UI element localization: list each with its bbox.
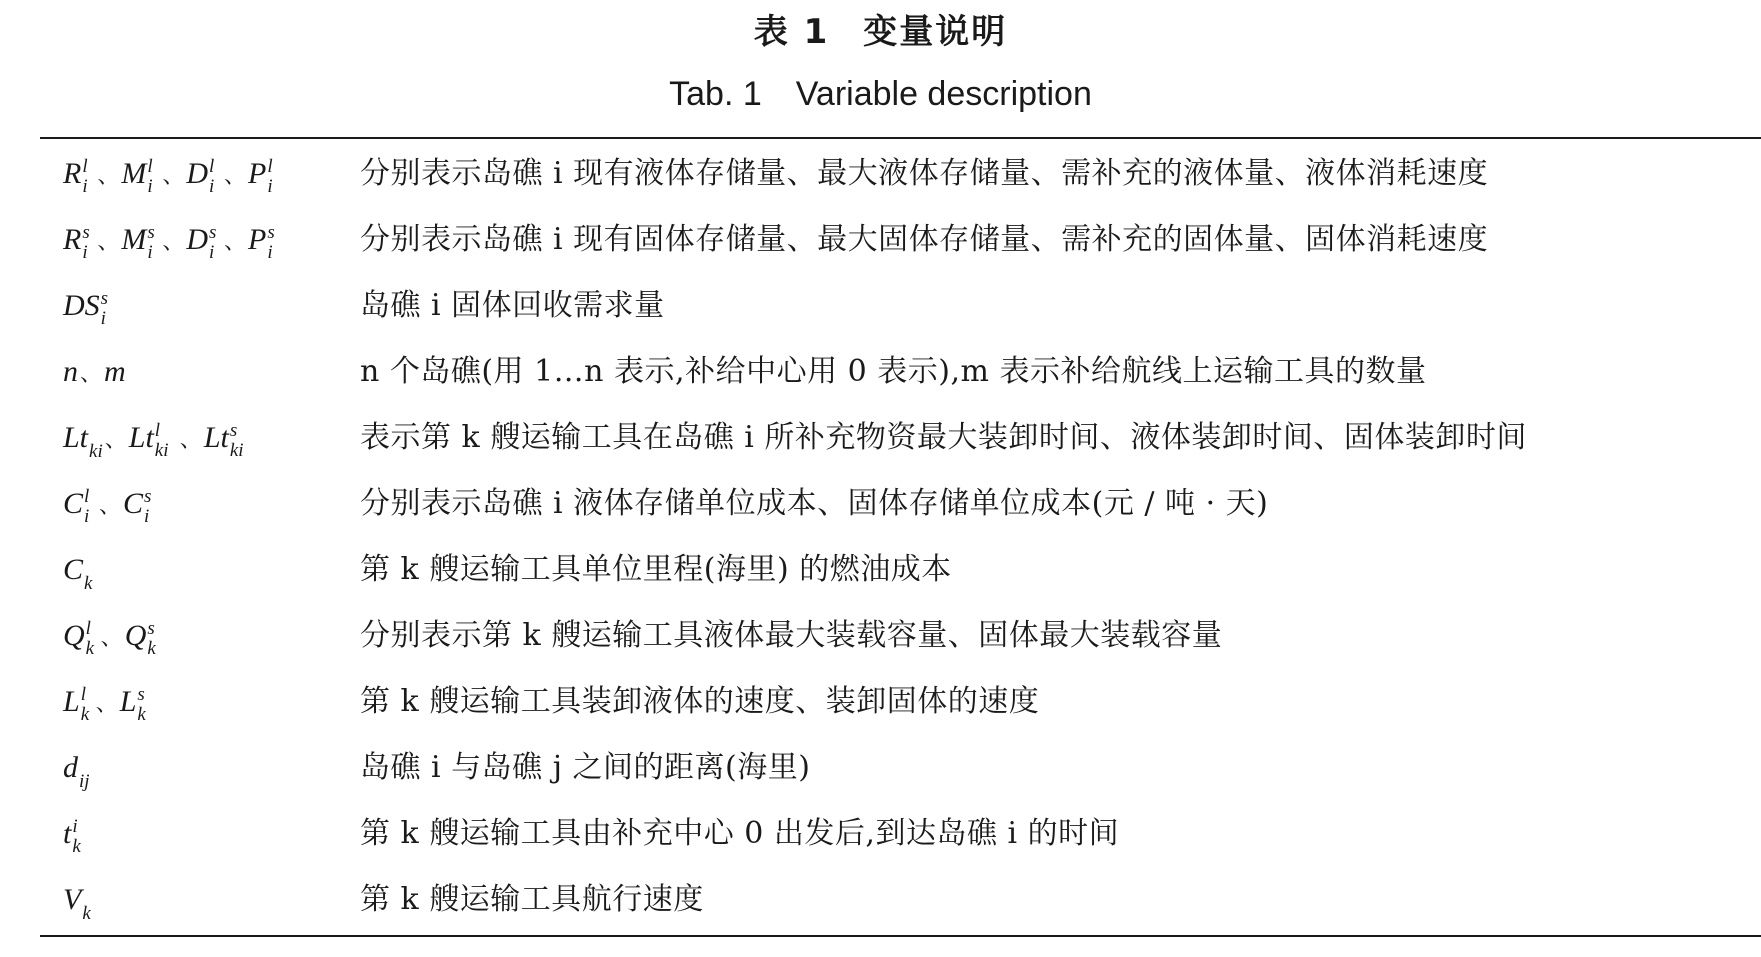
variable-symbols xyxy=(63,339,126,405)
symbol-subscript: i xyxy=(82,176,88,198)
symbol-superscript: s xyxy=(147,618,155,640)
symbol-superscript: l xyxy=(82,156,88,178)
symbol-scripts xyxy=(208,222,222,264)
symbol-base: Q xyxy=(124,619,147,652)
symbol-base: C xyxy=(123,487,144,520)
variable-symbols xyxy=(63,669,150,735)
symbol-subscript: i xyxy=(100,308,106,330)
variable-symbols xyxy=(63,735,90,801)
symbol-separator: 、 xyxy=(104,428,127,453)
table-bottom-rule xyxy=(40,935,1761,937)
variable-description: 岛礁 i 与岛礁 j 之间的距离(海里) xyxy=(360,750,811,785)
table-row xyxy=(0,339,1761,405)
variable-description: 分别表示岛礁 i 液体存储单位成本、固体存储单位成本(元 / 吨 · 天) xyxy=(360,486,1269,521)
symbol-separator: 、 xyxy=(224,164,247,189)
symbol-subscript: ki xyxy=(154,440,169,462)
variable-symbols xyxy=(63,471,157,537)
symbol-base: L xyxy=(119,685,137,718)
symbol-base: P xyxy=(248,223,267,256)
variable-symbols xyxy=(63,207,280,273)
symbol-base: R xyxy=(63,223,82,256)
symbol-base: M xyxy=(121,223,147,256)
symbol-subscript: k xyxy=(137,704,146,726)
symbol-superscript: s xyxy=(82,222,90,244)
symbol-subscript: i xyxy=(144,506,150,528)
variable-description: 第 k 艘运输工具装卸液体的速度、装卸固体的速度 xyxy=(360,684,1040,719)
table-number-chinese: 表 1 xyxy=(753,12,830,52)
symbol-separator: 、 xyxy=(100,626,123,651)
symbol-separator: 、 xyxy=(162,230,185,255)
table-title-chinese: 变量说明 xyxy=(863,12,1008,52)
variable-description: 第 k 艘运输工具单位里程(海里) 的燃油成本 xyxy=(360,552,952,587)
symbol-base: C xyxy=(63,553,84,586)
symbol-superscript: l xyxy=(85,618,91,640)
symbol-superscript: i xyxy=(72,816,78,838)
symbol-subscript: ki xyxy=(89,441,103,462)
variable-description: 表示第 k 艘运输工具在岛礁 i 所补充物资最大装卸时间、液体装卸时间、固体装卸时间 xyxy=(360,420,1527,455)
symbol-superscript: l xyxy=(267,156,273,178)
table-title-english: Variable description xyxy=(795,75,1092,113)
symbol-scripts xyxy=(100,288,114,330)
symbol-superscript: s xyxy=(144,486,152,508)
symbol-superscript: l xyxy=(80,684,86,706)
symbol-separator: 、 xyxy=(95,692,118,717)
symbol-scripts xyxy=(143,486,157,528)
symbol-scripts xyxy=(146,222,160,264)
variable-symbols xyxy=(63,141,280,207)
symbol-separator: 、 xyxy=(97,230,120,255)
symbol-base: Lt xyxy=(63,421,89,454)
table-row xyxy=(0,867,1761,933)
symbol-scripts xyxy=(154,420,178,462)
symbol-superscript: l xyxy=(154,420,161,442)
table-row xyxy=(0,471,1761,537)
variable-symbols xyxy=(63,603,160,669)
symbol-base: M xyxy=(121,157,147,190)
symbol-superscript: s xyxy=(147,222,155,244)
table-row xyxy=(0,603,1761,669)
variable-table xyxy=(0,141,1761,933)
symbol-base: Lt xyxy=(128,421,154,454)
symbol-subscript: i xyxy=(147,176,153,198)
symbol-base: d xyxy=(63,751,78,784)
symbol-scripts xyxy=(80,684,94,726)
symbol-subscript: ki xyxy=(229,440,244,462)
symbol-scripts xyxy=(81,222,95,264)
variable-description: 岛礁 i 固体回收需求量 xyxy=(360,288,665,323)
symbol-superscript: l xyxy=(84,486,90,508)
table-caption-chinese xyxy=(0,8,1761,56)
table-number-english: Tab. 1 xyxy=(669,75,762,113)
symbol-base: R xyxy=(63,157,82,190)
symbol-separator: 、 xyxy=(162,164,185,189)
variable-symbols xyxy=(63,405,253,471)
symbol-scripts xyxy=(146,618,160,660)
symbol-superscript: s xyxy=(209,222,217,244)
table-row xyxy=(0,141,1761,207)
symbol-scripts xyxy=(71,816,85,858)
symbol-scripts xyxy=(136,684,150,726)
symbol-base: n xyxy=(63,355,78,388)
variable-symbols xyxy=(63,801,85,867)
symbol-base: DS xyxy=(63,289,100,322)
symbol-superscript: s xyxy=(267,222,275,244)
table-row xyxy=(0,801,1761,867)
symbol-base: D xyxy=(186,157,209,190)
table-row xyxy=(0,537,1761,603)
variable-description: 分别表示岛礁 i 现有液体存储量、最大液体存储量、需补充的液体量、液体消耗速度 xyxy=(360,156,1489,191)
variable-symbols xyxy=(63,273,114,339)
table-row xyxy=(0,207,1761,273)
symbol-superscript: s xyxy=(137,684,145,706)
symbol-subscript: ij xyxy=(79,771,90,792)
symbol-scripts xyxy=(266,222,280,264)
symbol-superscript: l xyxy=(147,156,153,178)
symbol-subscript: i xyxy=(82,242,88,264)
symbol-scripts xyxy=(266,156,280,198)
symbol-base: L xyxy=(63,685,80,718)
symbol-superscript: s xyxy=(100,288,109,310)
table-row xyxy=(0,405,1761,471)
symbol-base: m xyxy=(104,355,126,388)
variable-description: n 个岛礁(用 1…n 表示,补给中心用 0 表示),m 表示补给航线上运输工具的数量 xyxy=(360,354,1427,389)
symbol-base: t xyxy=(63,817,72,850)
table-top-rule xyxy=(40,137,1761,139)
symbol-subscript: i xyxy=(209,176,215,198)
symbol-base: D xyxy=(186,223,209,256)
symbol-scripts xyxy=(83,486,97,528)
symbol-base: Lt xyxy=(203,421,229,454)
symbol-subscript: i xyxy=(209,242,215,264)
symbol-scripts xyxy=(208,156,222,198)
symbol-scripts xyxy=(229,420,253,462)
table-row xyxy=(0,273,1761,339)
variable-symbols xyxy=(63,867,91,933)
symbol-superscript: s xyxy=(229,420,238,442)
symbol-subscript: k xyxy=(72,836,81,858)
variable-description: 分别表示第 k 艘运输工具液体最大装载容量、固体最大装载容量 xyxy=(360,618,1223,653)
symbol-subscript: i xyxy=(267,176,273,198)
symbol-separator: 、 xyxy=(179,428,202,453)
symbol-scripts xyxy=(81,156,95,198)
symbol-separator: 、 xyxy=(97,164,120,189)
symbol-separator: 、 xyxy=(99,494,122,519)
variable-description: 第 k 艘运输工具航行速度 xyxy=(360,882,704,917)
variable-description: 第 k 艘运输工具由补充中心 0 出发后,到达岛礁 i 的时间 xyxy=(360,816,1120,851)
symbol-subscript: k xyxy=(147,638,156,660)
symbol-base: V xyxy=(63,883,82,916)
symbol-base: C xyxy=(63,487,84,520)
symbol-scripts xyxy=(146,156,160,198)
symbol-subscript: k xyxy=(85,638,95,660)
symbol-subscript: i xyxy=(147,242,153,264)
variable-symbols xyxy=(63,537,92,603)
symbol-separator: 、 xyxy=(224,230,247,255)
symbol-subscript: k xyxy=(82,903,91,924)
symbol-separator: 、 xyxy=(80,362,103,387)
symbol-superscript: l xyxy=(209,156,215,178)
symbol-subscript: k xyxy=(84,573,93,594)
symbol-base: Q xyxy=(63,619,85,652)
symbol-subscript: i xyxy=(267,242,273,264)
symbol-scripts xyxy=(85,618,99,660)
table-caption-english xyxy=(0,70,1761,118)
symbol-base: P xyxy=(248,157,267,190)
symbol-subscript: k xyxy=(80,704,90,726)
table-row xyxy=(0,735,1761,801)
variable-description: 分别表示岛礁 i 现有固体存储量、最大固体存储量、需补充的固体量、固体消耗速度 xyxy=(360,222,1489,257)
table-row xyxy=(0,669,1761,735)
symbol-subscript: i xyxy=(84,506,90,528)
